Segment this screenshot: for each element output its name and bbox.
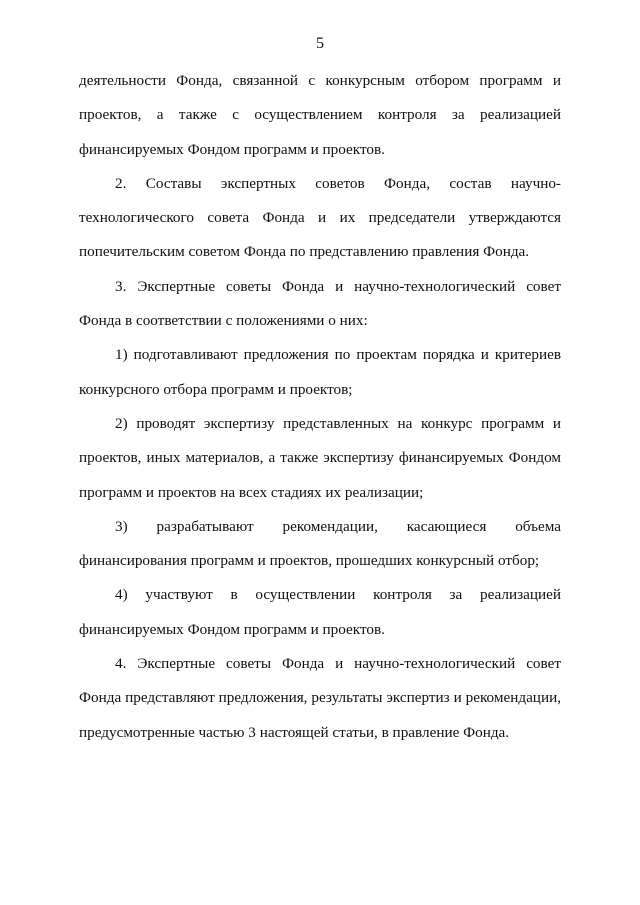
paragraph-item-2: 2. Составы экспертных советов Фонда, состав научно-технологического совета Фонда и их председатели утверждаются попечительским советом Фонда по представлению правления Фонда. bbox=[79, 174, 561, 261]
paragraph-item-3-2: 2) проводят экспертизу представленных на конкурс программ и проектов, иных материалов, а также экспертизу финансируемых Фондом программ и проектов на всех стадиях их реализации; bbox=[79, 414, 561, 501]
paragraph-item-4: 4. Экспертные советы Фонда и научно-технологический совет Фонда представляют предложения, результаты экспертиз и рекомендации, предусмотренные частью 3 настоящей статьи, в правление Фонда. bbox=[79, 655, 561, 741]
paragraph-item-3: 3. Экспертные советы Фонда и научно-технологический совет Фонда в соответствии с положениями о них: bbox=[79, 277, 561, 330]
paragraph-continuation: деятельности Фонда, связанной с конкурсным отбором программ и проектов, а также с осуществлением контроля за реализацией финансируемых Фондом программ и проектов. bbox=[79, 72, 561, 158]
paragraph-item-3-4: 4) участвуют в осуществлении контроля за реализацией финансируемых Фондом программ и проектов. bbox=[79, 586, 561, 638]
paragraph-item-3-1: 1) подготавливают предложения по проектам порядка и критериев конкурсного отбора программ и проектов; bbox=[79, 346, 561, 398]
paragraph-item-3-3: 3) разрабатывают рекомендации, касающиеся объема финансирования программ и проектов, прошедших конкурсный отбор; bbox=[79, 517, 561, 570]
document-body bbox=[79, 64, 561, 750]
page-number: 5 bbox=[316, 35, 324, 52]
